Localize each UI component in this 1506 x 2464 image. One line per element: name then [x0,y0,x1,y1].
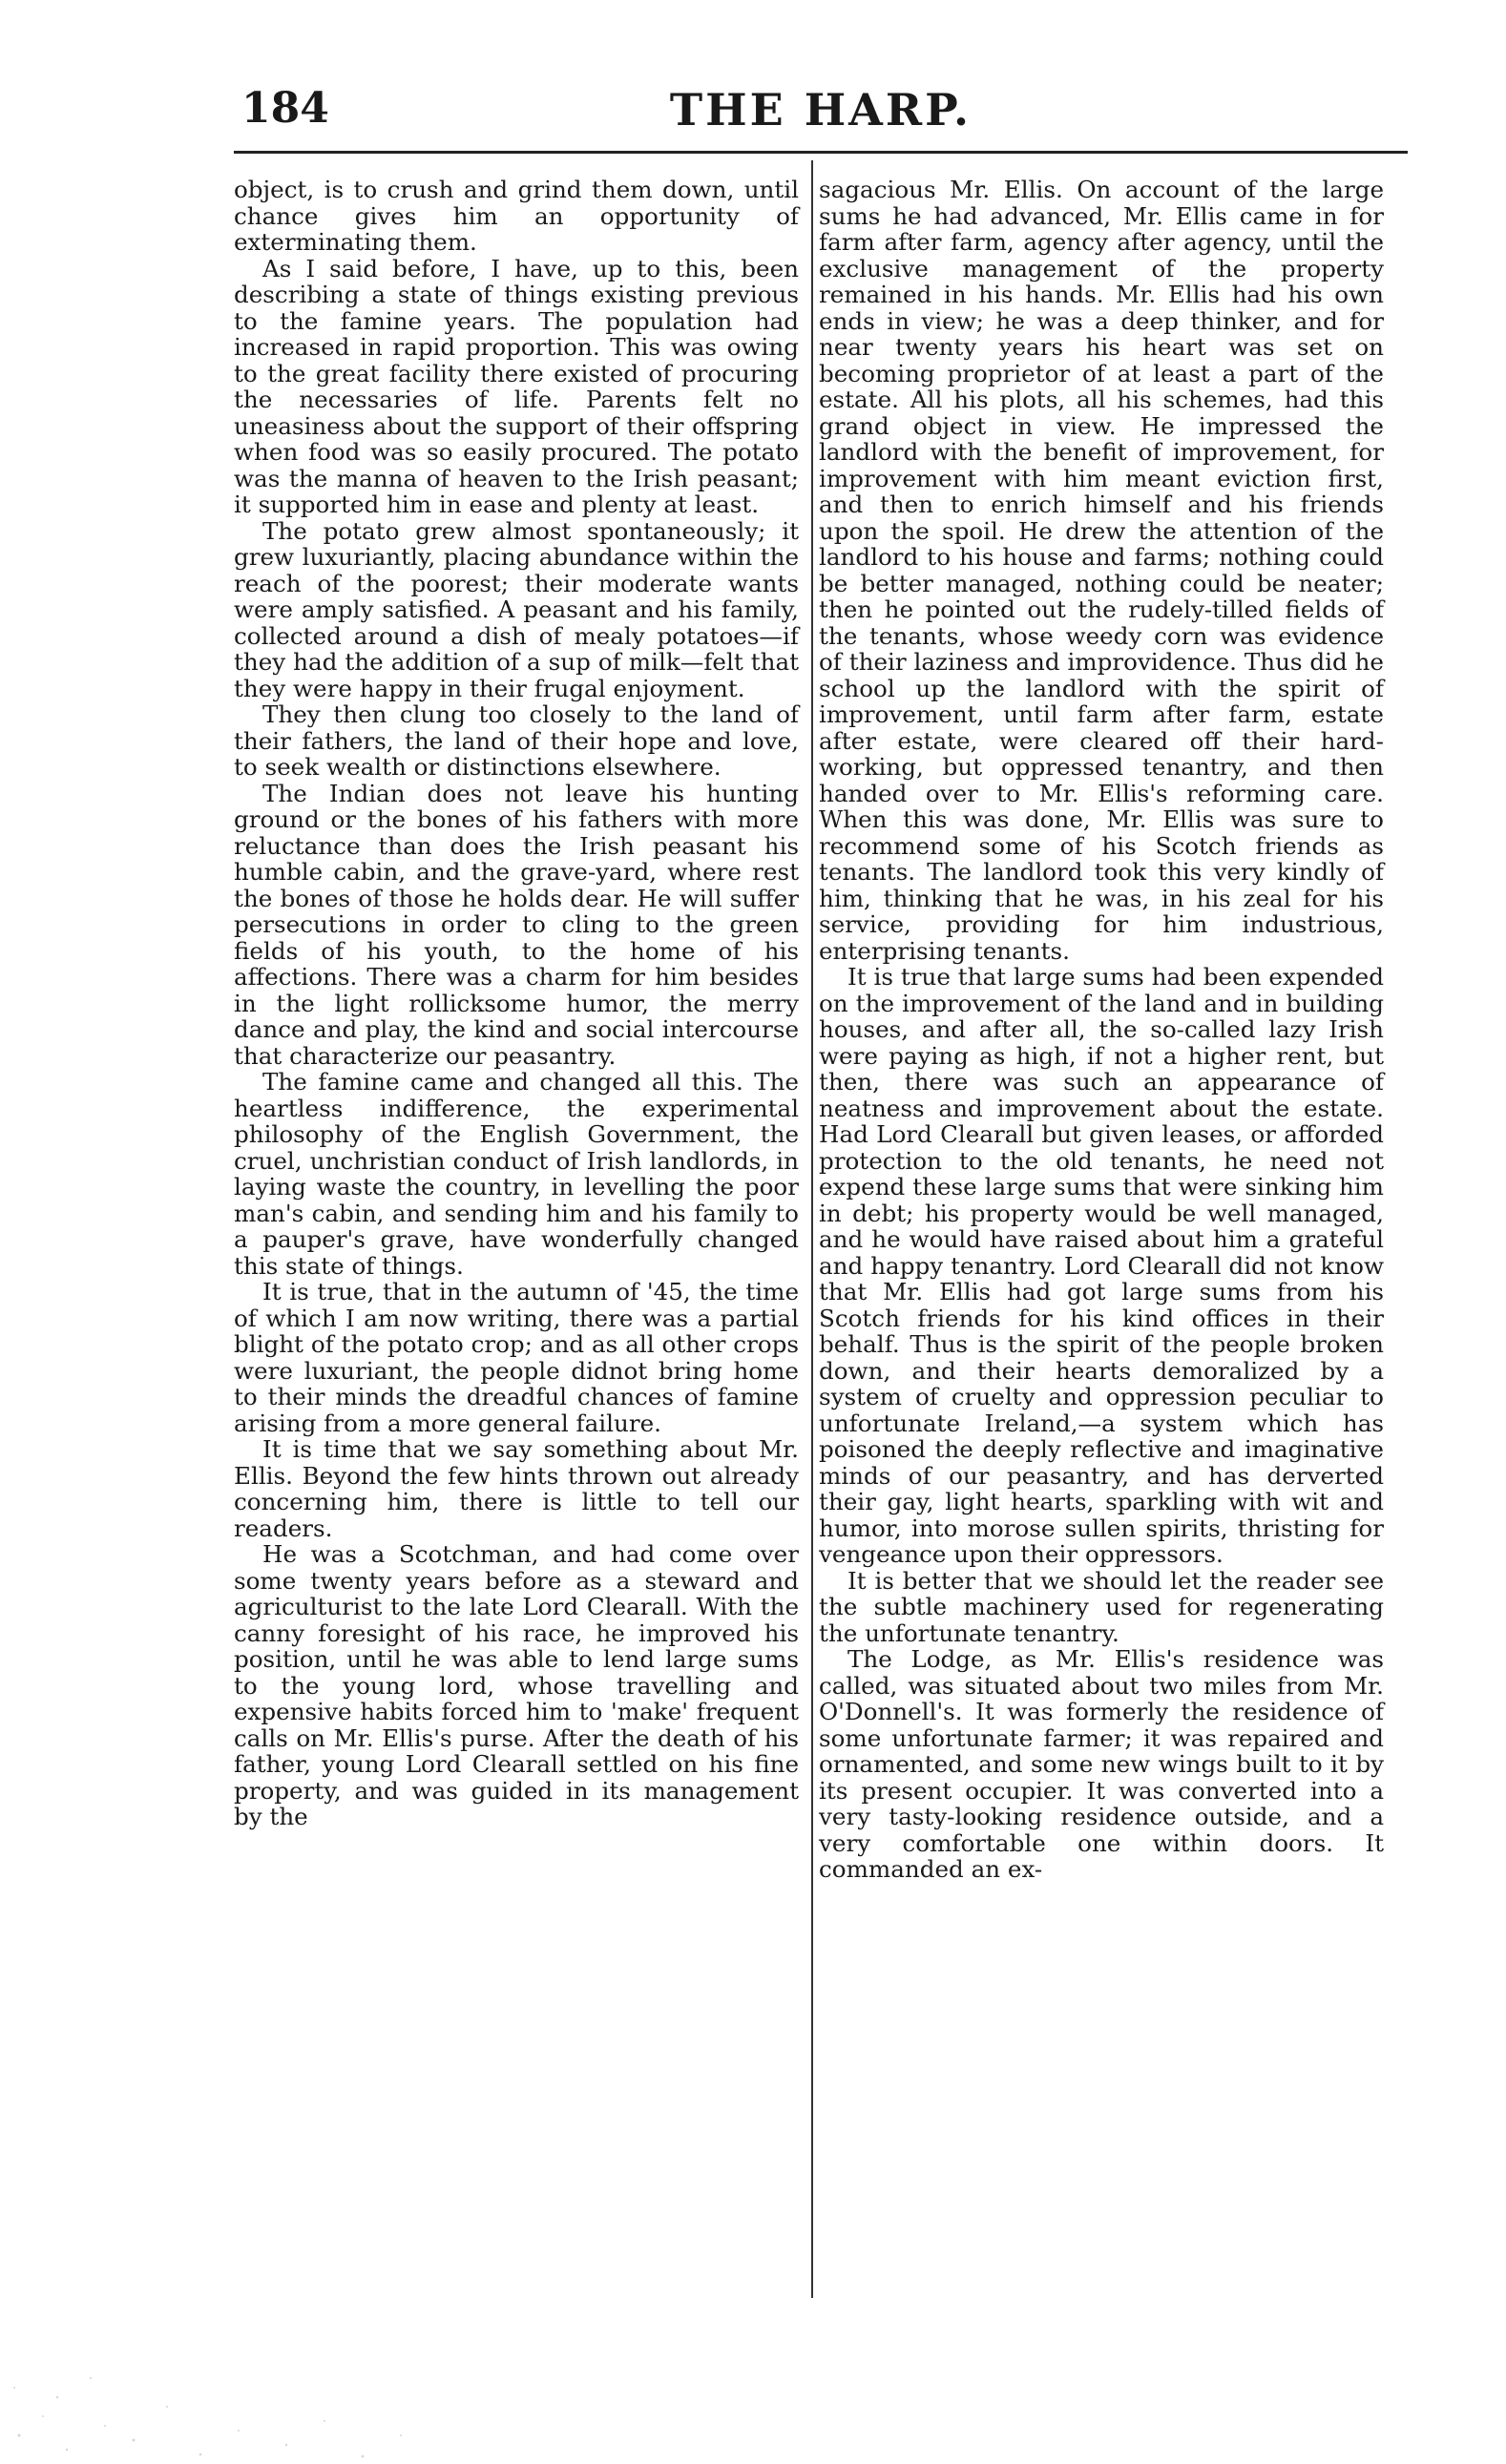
paragraph: It is true, that in the autumn of '45, the time of which I am now writing, there was a partial blight of the potato crop; and as all other crops were luxuriant, the people didnot bring home to their minds the dreadful chances of famine arising from a more general failure. [234,1278,799,1437]
paragraph: It is time that we say something about Mr. Ellis. Beyond the few hints thrown out already concerning him, there is little to tell our readers. [234,1435,799,1542]
paragraph: The Lodge, as Mr. Ellis's residence was called, was situated about two miles from Mr. O'Donnell's. It was formerly the residence of some unfortunate farmer; it was repaired and ornamented, and some new wings built to it by its present occupier. It was converted into a very tasty-looking residence outside, and a very comfortable one within doors. It commanded an ex- [819,1645,1384,1883]
page-number: 184 [241,84,329,133]
paragraph: The famine came and changed all this. The heartless indifference, the experimental philosophy of the English Government, the cruel, unchristian conduct of Irish landlords, in laying waste the country, in levelling the poor man's cabin, and sending him and his family to a pauper's grave, have wonderfully changed this state of things. [234,1068,799,1280]
left-column [234,177,799,1830]
paragraph: It is true that large sums had been expended on the improvement of the land and in building houses, and after all, the so-called lazy Irish were paying as high, if not a higher rent, but then, there was such an appearance of neatness and improvement about the estate. Had Lord Clearall but given leases, or afforded protection to the old tenants, he need not expend these large sums that were sinking him in debt; his property would be well managed, and he would have raised about him a grateful and happy tenantry. Lord Clearall did not know that Mr. Ellis had got large sums from his Scotch friends for his kind offices in their behalf. Thus is the spirit of the people broken down, and their hearts demoralized by a system of cruelty and oppression peculiar to unfortunate Ireland,—a system which has poisoned the deeply reflective and imaginative minds of our peasantry, and has derverted their gay, light hearts, sparkling with wit and humor, into morose sullen spirits, thristing for vengeance upon their oppressors. [819,963,1384,1568]
running-title: THE HARP. [669,84,973,136]
paragraph: sagacious Mr. Ellis. On account of the large sums he had advanced, Mr. Ellis came in for farm after farm, agency after agency, until the exclusive management of the property remained in his hands. Mr. Ellis had his own ends in view; he was a deep thinker, and for near twenty years his heart was set on becoming proprietor of at least a part of the estate. All his plots, all his schemes, had this grand object in view. He impressed the landlord with the benefit of improvement, for improvement with him meant eviction first, and then to enrich himself and his friends upon the spoil. He drew the attention of the landlord to his house and farms; nothing could be better managed, nothing could be neater; then he pointed out the rudely-tilled fields of the tenants, whose weedy corn was evidence of their laziness and improvidence. Thus did he school up the landlord with the spirit of improvement, until farm after farm, estate after estate, were cleared off their hard-working, but oppressed tenantry, and then handed over to Mr. Ellis's reforming care. When this was done, Mr. Ellis was sure to recommend some of his Scotch friends as tenants. The landlord took this very kindly of him, thinking that he was, in his zeal for his service, providing for him industrious, enterprising tenants. [819,176,1384,965]
print-speckle-texture [0,2245,573,2464]
paragraph: It is better that we should let the reader see the subtle machinery used for regenerating the unfortunate tenantry. [819,1566,1384,1647]
column-divider [811,160,813,2298]
paragraph: He was a Scotchman, and had come over some twenty years before as a steward and agriculturist to the late Lord Clearall. With the canny foresight of his race, he improved his position, until he was able to lend large sums to the young lord, whose travelling and expensive habits forced him to 'make' frequent calls on Mr. Ellis's purse. After the death of his father, young Lord Clearall settled on his fine property, and was guided in its management by the [234,1540,799,1830]
header-rule [234,151,1408,154]
paragraph: As I said before, I have, up to this, been describing a state of things existing previous to the famine years. The population had increased in rapid proportion. This was owing to the great facility there existed of procuring the necessaries of life. Parents felt no uneasiness about the support of their offspring when food was so easily procured. The potato was the manna of heaven to the Irish peasant; it supported him in ease and plenty at least. [234,254,799,518]
paragraph: The Indian does not leave his hunting ground or the bones of his fathers with more reluctance than does the Irish peasant his humble cabin, and the grave-yard, where rest the bones of those he holds dear. He will suffer persecutions in order to cling to the green fields of his youth, to the home of his affections. There was a charm for him besides in the light rollicksome humor, the merry dance and play, the kind and social intercourse that characterize our peasantry. [234,779,799,1070]
paragraph: object, is to crush and grind them down, until chance gives him an opportunity of exterminating them. [234,176,799,256]
right-column [819,177,1384,1883]
paragraph: The potato grew almost spontaneously; it grew luxuriantly, placing abundance within the reach of the poorest; their moderate wants were amply satisfied. A peasant and his family, collected around a dish of mealy potatoes—if they had the addition of a sup of milk—felt that they were happy in their frugal enjoyment. [234,516,799,702]
paragraph: They then clung too closely to the land of their fathers, the land of their hope and love, to seek wealth or distinctions elsewhere. [234,700,799,781]
page-header [234,76,1408,145]
